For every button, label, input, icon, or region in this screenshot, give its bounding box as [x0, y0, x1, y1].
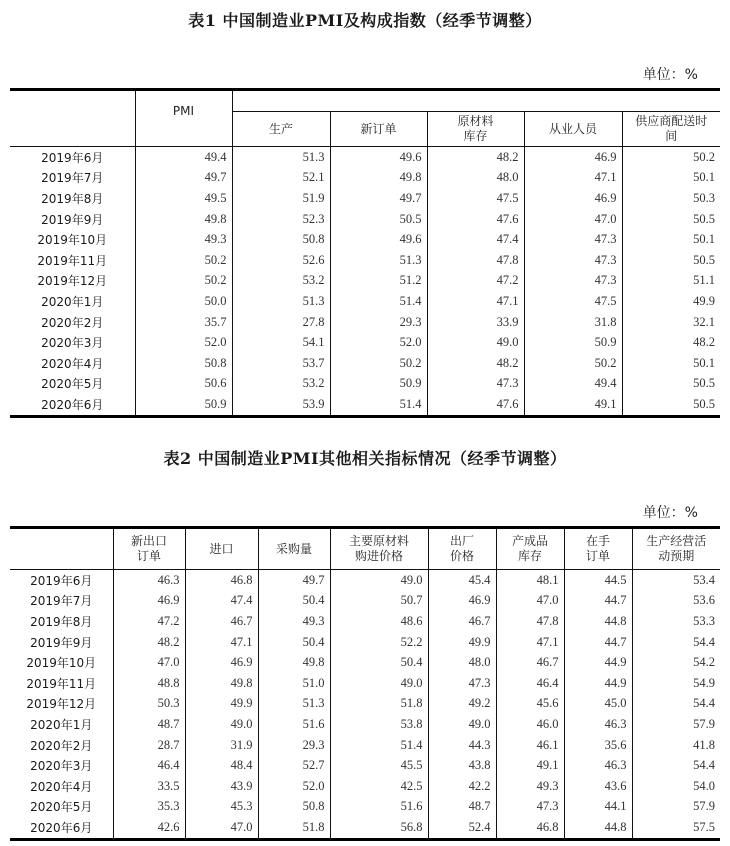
table1-header-line: 新订单 — [360, 121, 397, 136]
table-cell-value: 49.8 — [258, 652, 330, 673]
table-cell-value: 29.3 — [258, 735, 330, 756]
table-cell-value: 50.4 — [258, 632, 330, 653]
table-row — [10, 611, 720, 632]
table-row — [10, 591, 720, 612]
table-row — [10, 250, 720, 271]
table-cell-value: 51.4 — [330, 394, 427, 416]
table-row — [10, 817, 720, 839]
table-row — [10, 652, 720, 673]
table-cell-value: 46.9 — [524, 147, 622, 168]
table-cell-value: 42.5 — [330, 776, 428, 797]
table-row — [10, 394, 720, 416]
table-cell-value: 44.8 — [564, 817, 632, 839]
table-cell-value: 48.8 — [113, 673, 185, 694]
table-cell-value: 53.3 — [632, 611, 720, 632]
table-cell-value: 51.0 — [258, 673, 330, 694]
table-cell-value: 51.1 — [622, 271, 720, 292]
table2-header-4 — [428, 528, 496, 570]
table-row — [10, 271, 720, 292]
row-month-label: 2019年8月 — [41, 191, 104, 206]
table-cell-value: 53.6 — [632, 591, 720, 612]
table2-header-line: 价格 — [449, 549, 474, 563]
table-cell-value: 53.7 — [232, 353, 330, 374]
table-cell-value: 49.9 — [185, 694, 258, 715]
table-cell-value: 54.4 — [632, 755, 720, 776]
table-cell-value: 51.8 — [258, 817, 330, 839]
table-cell-value: 50.8 — [232, 229, 330, 250]
table-cell-value: 47.1 — [524, 168, 622, 189]
row-month-label: 2020年6月 — [30, 820, 93, 835]
table2-corner-header — [10, 528, 113, 570]
table-cell-value: 48.1 — [496, 570, 564, 591]
table1-header-2 — [427, 112, 524, 147]
table-cell-value: 44.5 — [564, 570, 632, 591]
table-cell-value: 44.7 — [564, 591, 632, 612]
table-cell-value: 46.3 — [113, 570, 185, 591]
row-month-label: 2020年1月 — [41, 294, 104, 309]
table-cell-value: 52.7 — [258, 755, 330, 776]
table-row — [10, 632, 720, 653]
table-cell-value: 49.0 — [185, 714, 258, 735]
table-row — [10, 755, 720, 776]
table-cell-value: 47.1 — [496, 632, 564, 653]
table2-header-3 — [330, 528, 428, 570]
table1-header-line: 供应商配送时 — [635, 114, 708, 128]
table1-header-1 — [330, 112, 427, 147]
table1-header-line: 库存 — [463, 129, 488, 143]
table2-unit: 单位：% — [642, 505, 698, 521]
table-cell-value: 42.2 — [428, 776, 496, 797]
table-cell-value: 43.9 — [185, 776, 258, 797]
table-cell-value: 29.3 — [330, 312, 427, 333]
table-cell-value: 35.3 — [113, 797, 185, 818]
table-cell-value: 54.4 — [632, 694, 720, 715]
table-cell-value: 49.7 — [135, 168, 232, 189]
table2-other-indicators — [10, 526, 720, 841]
table-cell-value: 52.0 — [258, 776, 330, 797]
table-cell-value: 50.1 — [622, 168, 720, 189]
row-month-label: 2019年6月 — [30, 573, 93, 588]
table2-header-line: 出厂 — [449, 534, 474, 548]
table1-corner-header — [10, 90, 135, 147]
row-month-label: 2020年1月 — [30, 717, 93, 732]
table-cell-value: 45.0 — [564, 694, 632, 715]
table-cell-value: 51.8 — [330, 694, 428, 715]
table-cell-value: 49.0 — [428, 714, 496, 735]
table-cell-value: 50.2 — [135, 250, 232, 271]
table-cell-value: 49.9 — [428, 632, 496, 653]
table-cell-value: 49.0 — [427, 332, 524, 353]
table-cell-value: 47.4 — [427, 229, 524, 250]
table-cell-value: 33.9 — [427, 312, 524, 333]
table-cell-value: 47.3 — [524, 250, 622, 271]
table-cell-value: 50.2 — [622, 147, 720, 168]
table-cell-value: 50.1 — [622, 229, 720, 250]
row-month-label: 2019年9月 — [30, 635, 93, 650]
table-cell-value: 47.3 — [427, 374, 524, 395]
table1-header-line: 间 — [665, 129, 678, 143]
table-cell-value: 50.5 — [622, 374, 720, 395]
table-cell-value: 46.0 — [496, 714, 564, 735]
table-cell-value: 52.4 — [428, 817, 496, 839]
row-month-label: 2020年6月 — [41, 397, 104, 412]
table-cell-value: 51.2 — [330, 271, 427, 292]
table-cell-value: 49.2 — [428, 694, 496, 715]
table-cell-value: 47.3 — [524, 229, 622, 250]
table-row — [10, 291, 720, 312]
table-cell-value: 51.9 — [232, 188, 330, 209]
table-cell-value: 31.9 — [185, 735, 258, 756]
row-month-label: 2020年5月 — [41, 377, 104, 392]
table-cell-value: 50.5 — [622, 250, 720, 271]
table-cell-value: 33.5 — [113, 776, 185, 797]
table-cell-value: 44.3 — [428, 735, 496, 756]
table-cell-value: 42.6 — [113, 817, 185, 839]
table-cell-value: 50.1 — [622, 353, 720, 374]
table-cell-value: 53.9 — [232, 394, 330, 416]
table-cell-value: 52.2 — [330, 632, 428, 653]
table-cell-value: 54.1 — [232, 332, 330, 353]
table-cell-value: 41.8 — [632, 735, 720, 756]
table-cell-value: 46.1 — [496, 735, 564, 756]
table-cell-value: 35.7 — [135, 312, 232, 333]
table-cell-value: 49.4 — [524, 374, 622, 395]
table-row — [10, 168, 720, 189]
table-cell-value: 50.2 — [330, 353, 427, 374]
table-cell-value: 50.2 — [135, 271, 232, 292]
table-cell-value: 49.4 — [135, 147, 232, 168]
table-cell-value: 52.0 — [330, 332, 427, 353]
row-month-label: 2019年7月 — [41, 171, 104, 186]
table-cell-value: 49.6 — [330, 147, 427, 168]
table-cell-value: 50.2 — [524, 353, 622, 374]
table-cell-value: 53.2 — [232, 374, 330, 395]
row-month-label: 2019年8月 — [30, 614, 93, 629]
table-row — [10, 694, 720, 715]
table2-header-line: 新出口 — [130, 534, 167, 548]
table-row — [10, 353, 720, 374]
table-row — [10, 735, 720, 756]
row-month-label: 2019年12月 — [26, 697, 97, 712]
table1-header-group — [232, 90, 720, 112]
table-cell-value: 50.9 — [135, 394, 232, 416]
row-month-label: 2019年10月 — [37, 233, 108, 248]
row-month-label: 2019年10月 — [26, 656, 97, 671]
table-cell-value: 48.7 — [428, 797, 496, 818]
table-cell-value: 48.2 — [113, 632, 185, 653]
table-row — [10, 714, 720, 735]
table-cell-value: 50.9 — [524, 332, 622, 353]
table-cell-value: 49.5 — [135, 188, 232, 209]
table1-header-line: 生产 — [268, 121, 293, 136]
table-cell-value: 47.1 — [185, 632, 258, 653]
table-cell-value: 52.3 — [232, 209, 330, 230]
table2-header-line: 在手 — [585, 534, 610, 548]
table-cell-value: 45.3 — [185, 797, 258, 818]
table-cell-value: 50.6 — [135, 374, 232, 395]
table-cell-value: 47.2 — [427, 271, 524, 292]
table-cell-value: 54.0 — [632, 776, 720, 797]
table-cell-value: 45.4 — [428, 570, 496, 591]
table-cell-value: 51.6 — [258, 714, 330, 735]
table-row — [10, 776, 720, 797]
table1-header-0 — [232, 112, 330, 147]
row-month-label: 2019年6月 — [41, 150, 104, 165]
table-cell-value: 44.7 — [564, 632, 632, 653]
table-cell-value: 46.3 — [564, 755, 632, 776]
table-row — [10, 570, 720, 591]
table-cell-value: 54.2 — [632, 652, 720, 673]
table-cell-value: 44.9 — [564, 673, 632, 694]
table-cell-value: 47.3 — [496, 797, 564, 818]
table-cell-value: 57.9 — [632, 797, 720, 818]
row-month-label: 2020年3月 — [30, 759, 93, 774]
table-cell-value: 50.5 — [622, 209, 720, 230]
table-row — [10, 797, 720, 818]
table-row — [10, 332, 720, 353]
table-cell-value: 53.2 — [232, 271, 330, 292]
table-cell-value: 32.1 — [622, 312, 720, 333]
table-cell-value: 50.3 — [622, 188, 720, 209]
table-cell-value: 49.0 — [330, 673, 428, 694]
row-month-label: 2020年4月 — [30, 779, 93, 794]
table-cell-value: 50.5 — [622, 394, 720, 416]
row-month-label: 2019年11月 — [26, 676, 97, 691]
table-cell-value: 27.8 — [232, 312, 330, 333]
table-cell-value: 49.6 — [330, 229, 427, 250]
table1-header-line: 从业人员 — [548, 121, 597, 136]
table-cell-value: 46.7 — [496, 652, 564, 673]
table-cell-value: 50.0 — [135, 291, 232, 312]
table-cell-value: 49.7 — [258, 570, 330, 591]
table1-header-pmi: PMI — [135, 90, 232, 147]
table2-header-line: 订单 — [585, 549, 610, 563]
table-cell-value: 51.6 — [330, 797, 428, 818]
table-cell-value: 48.6 — [330, 611, 428, 632]
table-cell-value: 35.6 — [564, 735, 632, 756]
table-cell-value: 50.3 — [113, 694, 185, 715]
table-cell-value: 48.2 — [427, 147, 524, 168]
table-cell-value: 45.6 — [496, 694, 564, 715]
table-cell-value: 50.9 — [330, 374, 427, 395]
table-cell-value: 46.9 — [113, 591, 185, 612]
table-cell-value: 46.7 — [185, 611, 258, 632]
table-cell-value: 45.5 — [330, 755, 428, 776]
table-cell-value: 46.4 — [113, 755, 185, 776]
table-cell-value: 49.1 — [524, 394, 622, 416]
table2-header-7 — [632, 528, 720, 570]
table-cell-value: 46.9 — [428, 591, 496, 612]
table-cell-value: 44.1 — [564, 797, 632, 818]
table-cell-value: 47.1 — [427, 291, 524, 312]
table-row — [10, 229, 720, 250]
table-cell-value: 47.5 — [427, 188, 524, 209]
row-month-label: 2020年5月 — [30, 800, 93, 815]
table-cell-value: 47.0 — [524, 209, 622, 230]
table-cell-value: 31.8 — [524, 312, 622, 333]
table2-header-line: 采购量 — [275, 541, 312, 556]
table-cell-value: 44.8 — [564, 611, 632, 632]
table-row — [10, 673, 720, 694]
table-cell-value: 47.6 — [427, 209, 524, 230]
table-cell-value: 50.4 — [258, 591, 330, 612]
table-cell-value: 50.5 — [330, 209, 427, 230]
table-cell-value: 47.0 — [185, 817, 258, 839]
table-cell-value: 47.2 — [113, 611, 185, 632]
table-cell-value: 28.7 — [113, 735, 185, 756]
table1-header-4 — [622, 112, 720, 147]
table-cell-value: 49.8 — [185, 673, 258, 694]
table-cell-value: 49.3 — [135, 229, 232, 250]
table-cell-value: 51.3 — [232, 291, 330, 312]
row-month-label: 2020年3月 — [41, 336, 104, 351]
row-month-label: 2019年11月 — [37, 253, 108, 268]
table-cell-value: 54.4 — [632, 632, 720, 653]
table-cell-value: 49.3 — [258, 611, 330, 632]
table-cell-value: 49.8 — [330, 168, 427, 189]
table2-header-1 — [185, 528, 258, 570]
table2-header-line: 进口 — [209, 541, 234, 556]
row-month-label: 2020年4月 — [41, 356, 104, 371]
table2-header-line: 库存 — [517, 549, 542, 563]
table2-header-6 — [564, 528, 632, 570]
table-cell-value: 48.0 — [427, 168, 524, 189]
table-cell-value: 52.1 — [232, 168, 330, 189]
table-cell-value: 46.8 — [185, 570, 258, 591]
table2-header-2 — [258, 528, 330, 570]
table-cell-value: 56.8 — [330, 817, 428, 839]
table-row — [10, 188, 720, 209]
table1-header-line: 原材料 — [457, 114, 494, 128]
table1-unit: 单位：% — [642, 67, 698, 83]
table-cell-value: 46.7 — [428, 611, 496, 632]
table2-header-line: 生产经营活 — [646, 534, 707, 548]
table-cell-value: 46.3 — [564, 714, 632, 735]
table2-header-line: 订单 — [136, 549, 161, 563]
table-row — [10, 209, 720, 230]
table-cell-value: 47.8 — [496, 611, 564, 632]
table-cell-value: 53.4 — [632, 570, 720, 591]
row-month-label: 2019年7月 — [30, 594, 93, 609]
table-cell-value: 51.4 — [330, 735, 428, 756]
table-row — [10, 374, 720, 395]
table-cell-value: 50.8 — [135, 353, 232, 374]
table1-pmi-components — [10, 88, 720, 418]
table2-header-line: 动预期 — [658, 549, 695, 563]
table-cell-value: 43.6 — [564, 776, 632, 797]
table-cell-value: 46.4 — [496, 673, 564, 694]
table-cell-value: 54.9 — [632, 673, 720, 694]
table-cell-value: 51.4 — [330, 291, 427, 312]
row-month-label: 2019年9月 — [41, 212, 104, 227]
table2-header-line: 购进价格 — [354, 549, 403, 563]
table-cell-value: 44.9 — [564, 652, 632, 673]
table1-header-3 — [524, 112, 622, 147]
table-cell-value: 50.7 — [330, 591, 428, 612]
table-cell-value: 53.8 — [330, 714, 428, 735]
row-month-label: 2020年2月 — [41, 315, 104, 330]
table2-header-line: 产成品 — [511, 534, 548, 548]
table-cell-value: 48.0 — [428, 652, 496, 673]
table2-header-0 — [113, 528, 185, 570]
table-cell-value: 48.4 — [185, 755, 258, 776]
row-month-label: 2020年2月 — [30, 738, 93, 753]
table-cell-value: 47.0 — [113, 652, 185, 673]
table-cell-value: 49.8 — [135, 209, 232, 230]
table-cell-value: 46.9 — [185, 652, 258, 673]
table2-title: 表2 中国制造业PMI其他相关指标情况（经季节调整） — [163, 449, 567, 468]
table-cell-value: 49.9 — [622, 291, 720, 312]
table-cell-value: 50.4 — [330, 652, 428, 673]
table-cell-value: 57.5 — [632, 817, 720, 839]
table-cell-value: 48.2 — [427, 353, 524, 374]
table-cell-value: 49.0 — [330, 570, 428, 591]
table-cell-value: 51.3 — [258, 694, 330, 715]
table-cell-value: 57.9 — [632, 714, 720, 735]
table-cell-value: 47.4 — [185, 591, 258, 612]
table2-header-line: 主要原材料 — [348, 534, 409, 548]
table2-header-5 — [496, 528, 564, 570]
table-row — [10, 147, 720, 168]
table-cell-value: 49.3 — [496, 776, 564, 797]
table-row — [10, 312, 720, 333]
table-cell-value: 47.5 — [524, 291, 622, 312]
table-cell-value: 46.8 — [496, 817, 564, 839]
table1-title: 表1 中国制造业PMI及构成指数（经季节调整） — [188, 11, 542, 30]
table-cell-value: 48.2 — [622, 332, 720, 353]
row-month-label: 2019年12月 — [37, 274, 108, 289]
table-cell-value: 47.3 — [524, 271, 622, 292]
table-cell-value: 46.9 — [524, 188, 622, 209]
table-cell-value: 43.8 — [428, 755, 496, 776]
table-cell-value: 52.6 — [232, 250, 330, 271]
table-cell-value: 49.1 — [496, 755, 564, 776]
table-cell-value: 47.6 — [427, 394, 524, 416]
table-cell-value: 47.0 — [496, 591, 564, 612]
table-cell-value: 50.8 — [258, 797, 330, 818]
table-cell-value: 52.0 — [135, 332, 232, 353]
table-cell-value: 47.3 — [428, 673, 496, 694]
table-cell-value: 51.3 — [330, 250, 427, 271]
table-cell-value: 47.8 — [427, 250, 524, 271]
table-cell-value: 49.7 — [330, 188, 427, 209]
table-cell-value: 48.7 — [113, 714, 185, 735]
table-cell-value: 51.3 — [232, 147, 330, 168]
